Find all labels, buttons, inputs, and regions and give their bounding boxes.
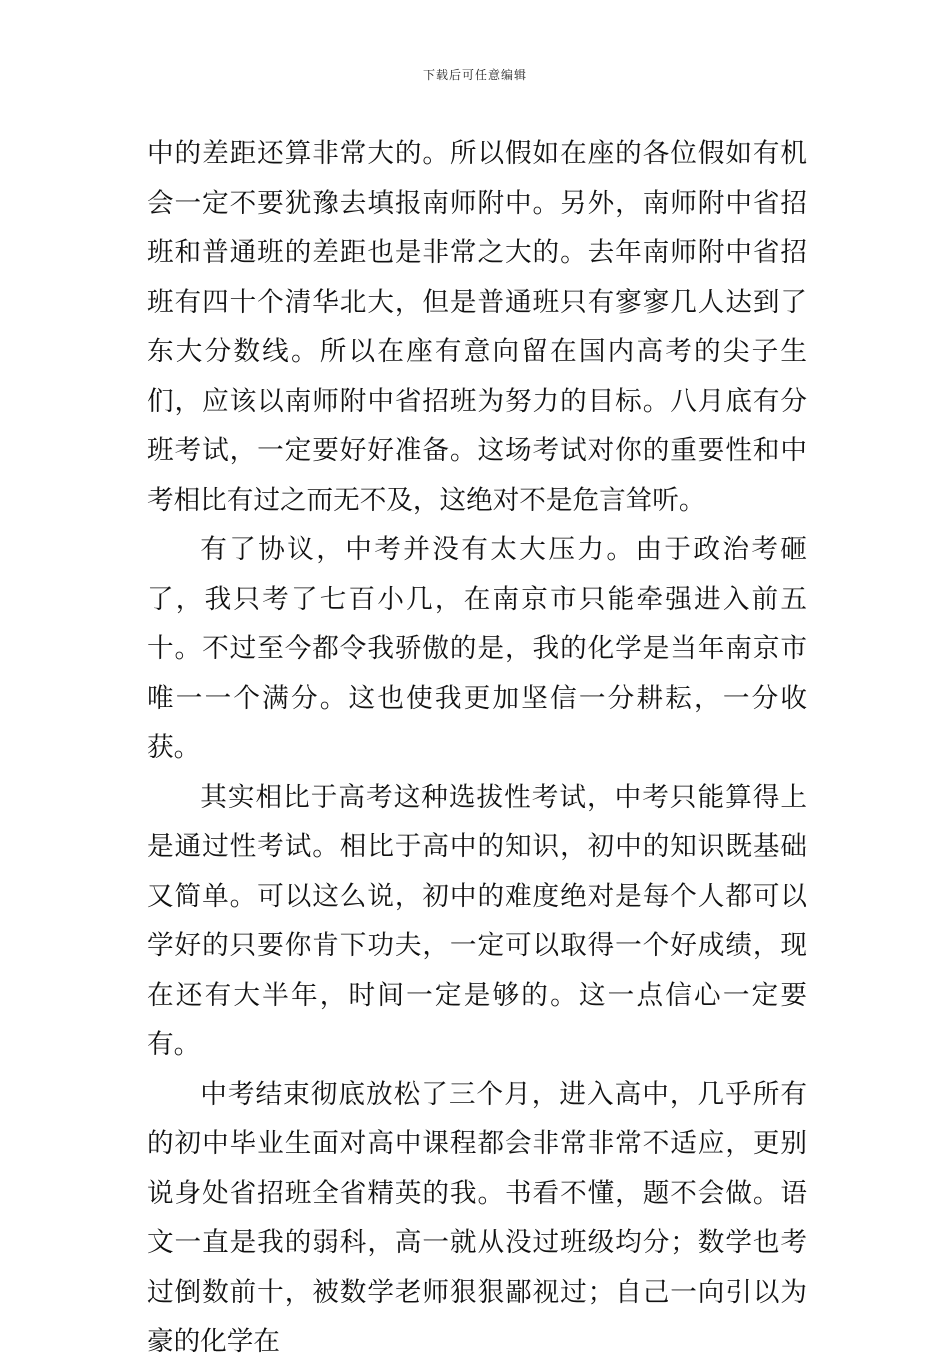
document-body <box>147 129 807 1367</box>
paragraph-1: 中的差距还算非常大的。所以假如在座的各位假如有机会一定不要犹豫去填报南师附中。另外，南师附中省招班和普通班的差距也是非常之大的。去年南师附中省招班有四十个清华北大，但是普通班只有寥寥几人达到了东大分数线。所以在座有意向留在国内高考的尖子生们，应该以南师附中省招班为努力的目标。八月底有分班考试，一定要好好准备。这场考试对你的重要性和中考相比有过之而无不及，这绝对不是危言耸听。 <box>147 138 807 516</box>
paragraph-2: 有了协议，中考并没有太大压力。由于政治考砸了，我只考了七百小几，在南京市只能牵强进入前五十。不过至今都令我骄傲的是，我的化学是当年南京市唯一一个满分。这也使我更加坚信一分耕耘，一分收获。 <box>147 534 807 763</box>
page-header: 下载后可任意编辑 <box>422 68 527 82</box>
paragraph-4: 中考结束彻底放松了三个月，进入高中，几乎所有的初中毕业生面对高中课程都会非常非常不适应，更别说身处省招班全省精英的我。书看不懂，题不会做。语文一直是我的弱科，高一就从没过班级均分；数学也考过倒数前十，被数学老师狠狠鄙视过；自己一向引以为豪的化学在 <box>147 1078 807 1357</box>
paragraph-3: 其实相比于高考这种选拔性考试，中考只能算得上是通过性考试。相比于高中的知识，初中的知识既基础又简单。可以这么说，初中的难度绝对是每个人都可以学好的只要你肯下功夫，一定可以取得一个好成绩，现在还有大半年，时间一定是够的。这一点信心一定要有。 <box>147 781 807 1060</box>
